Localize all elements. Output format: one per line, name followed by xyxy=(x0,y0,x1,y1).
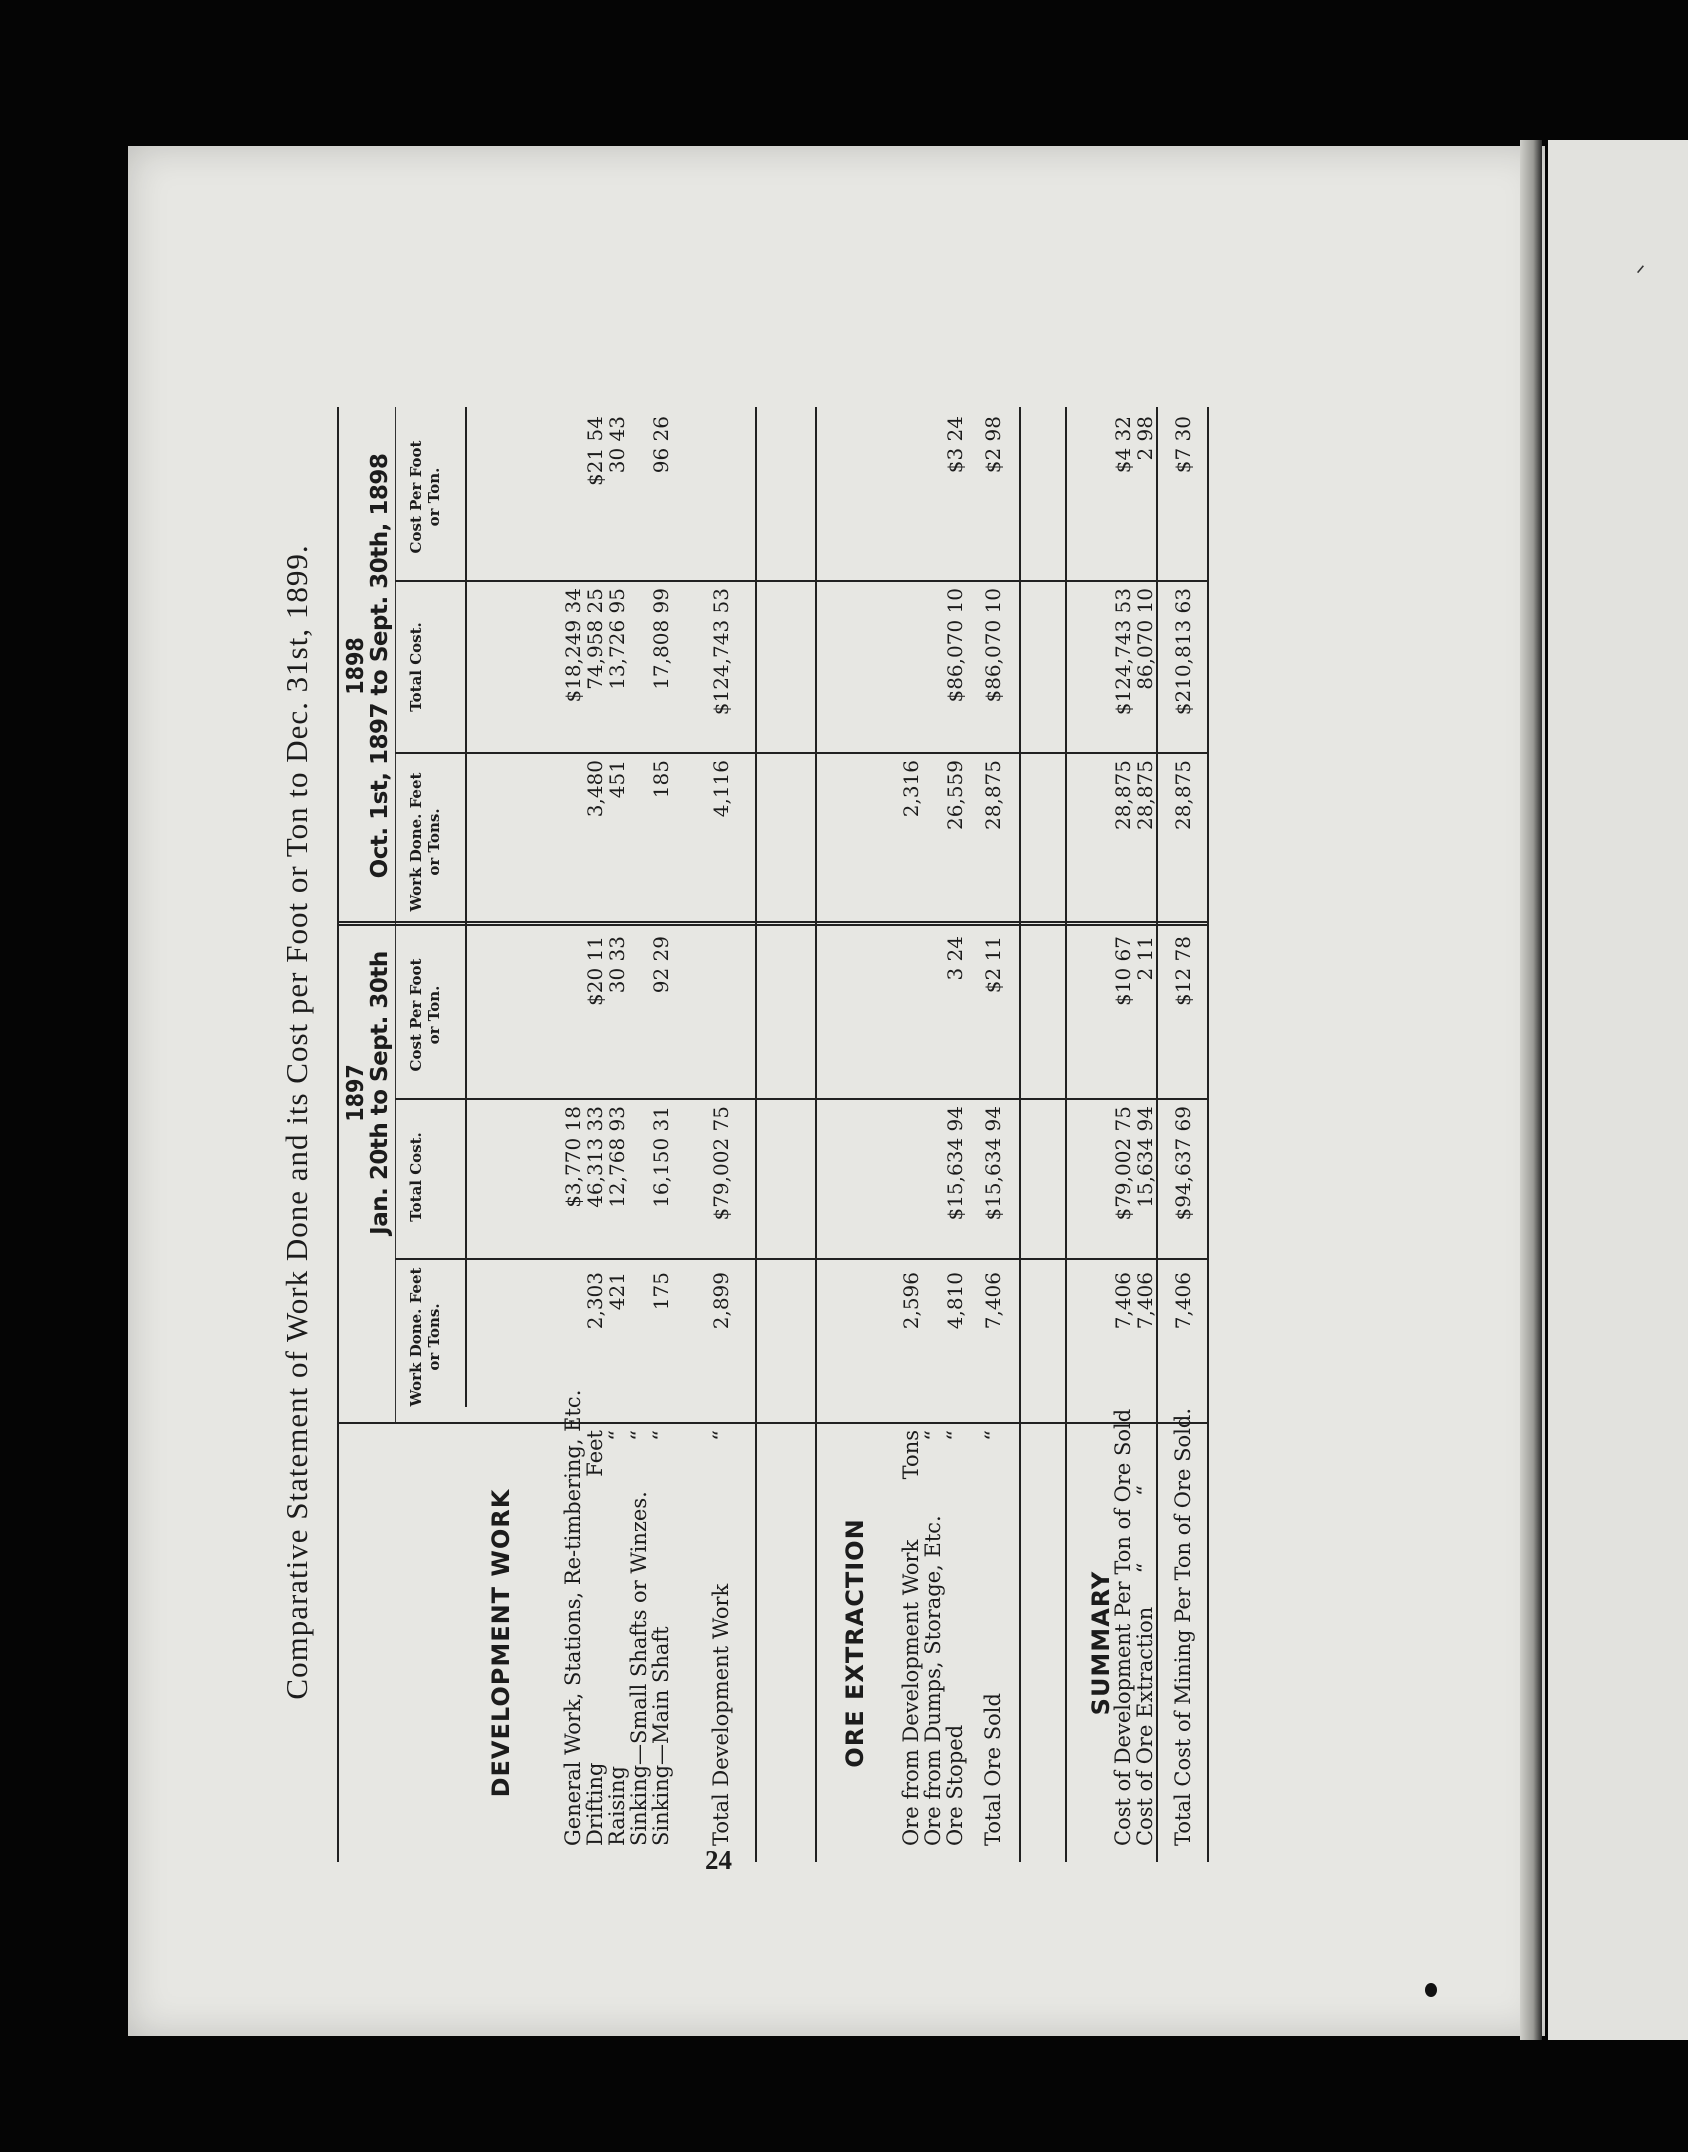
row-label: Raising xyxy=(605,1766,629,1846)
cell-p98: $2 98 xyxy=(981,416,1005,474)
cell-p97: 3 24 xyxy=(943,936,967,981)
cell-p97: 92 29 xyxy=(649,936,673,994)
cell-p97: $12 78 xyxy=(1171,936,1195,1006)
table-bottom-rule xyxy=(1207,407,1209,1862)
facing-page-mark: ᐟ xyxy=(1636,262,1646,287)
row-unit: “ xyxy=(605,1430,629,1441)
cell-w98: 185 xyxy=(649,760,673,799)
col-head-cost-1898: Total Cost. xyxy=(407,622,425,712)
cell-p98: 96 26 xyxy=(649,416,673,474)
cell-p98: $7 30 xyxy=(1171,416,1195,474)
row-unit: “ xyxy=(709,1430,733,1441)
cell-w97: 2,899 xyxy=(709,1272,733,1330)
page-title xyxy=(279,382,315,1862)
period-1898: Oct. 1st, 1897 to Sept. 30th, 1898 xyxy=(367,453,393,879)
cell-c97: $79,002 75 xyxy=(1111,1106,1135,1221)
year-1897: 1897 xyxy=(343,1064,369,1122)
cell-p98: $3 24 xyxy=(943,416,967,474)
cell-c97: 46,313 33 xyxy=(583,1106,607,1208)
dev-total-rule xyxy=(755,407,757,1862)
cell-p98: 30 43 xyxy=(605,416,629,474)
row-label: Cost of Ore Extraction “ “ xyxy=(1133,1485,1157,1846)
cell-p97: $2 11 xyxy=(981,936,1005,994)
row-label: Total Ore Sold xyxy=(981,1693,1005,1846)
cell-p97: 2 11 xyxy=(1133,936,1157,981)
row-label: General Work, Stations, Re-timbering, Etc. xyxy=(561,1389,585,1846)
cell-c97: $15,634 94 xyxy=(981,1106,1005,1221)
cell-c98: $124,743 53 xyxy=(709,588,733,716)
row-label: Cost of Development Per Ton of Ore Sold xyxy=(1111,1408,1135,1846)
cell-w97: 2,303 xyxy=(583,1272,607,1330)
col-head-work-1897: Work Done. Feet or Tons. xyxy=(407,1267,443,1407)
col-head-per-1897: Cost Per Foot or Ton. xyxy=(407,958,443,1072)
cell-w97: 4,810 xyxy=(943,1272,967,1330)
cell-w97: 7,406 xyxy=(1133,1272,1157,1330)
cell-c97: $94,637 69 xyxy=(1171,1106,1195,1221)
cell-c98: 86,070 10 xyxy=(1133,588,1157,690)
header-bottom-rule xyxy=(465,407,467,1407)
cell-p98: $21 54 xyxy=(583,416,607,486)
cell-w97: 175 xyxy=(649,1272,673,1311)
cell-c98: $18,249 34 xyxy=(561,588,585,703)
row-label: Total Cost of Mining Per Ton of Ore Sold. xyxy=(1171,1407,1195,1846)
cell-c97: 12,768 93 xyxy=(605,1106,629,1208)
page-title-text: Comparative Statement of Work Done and its Cost per Foot or Ton to Dec. 31st, 1899. xyxy=(279,544,314,1700)
cell-c98: $86,070 10 xyxy=(981,588,1005,703)
row-unit: Tons xyxy=(899,1430,923,1480)
cell-w98: 28,875 xyxy=(1171,760,1195,830)
row-unit: “ xyxy=(921,1430,945,1441)
cell-c98: $124,743 53 xyxy=(1111,588,1135,716)
ore-total-rule xyxy=(1019,407,1021,1862)
cell-w97: 421 xyxy=(605,1272,629,1311)
section-summary: SUMMARY xyxy=(1087,1570,1115,1716)
col-rule-1 xyxy=(395,1258,1207,1260)
cell-c98: $210,813 63 xyxy=(1171,588,1195,716)
row-unit: Feet xyxy=(583,1430,607,1477)
cell-w98: 26,559 xyxy=(943,760,967,830)
col-rule-4 xyxy=(395,580,1207,582)
facing-page-edge xyxy=(1548,140,1688,2040)
cell-w98: 4,116 xyxy=(709,760,733,818)
row-label: Ore from Development Work xyxy=(899,1539,923,1846)
cell-w98: 2,316 xyxy=(899,760,923,818)
cell-p97: 30 33 xyxy=(605,936,629,994)
col-rule-3 xyxy=(395,752,1207,754)
cell-c98: 13,726 95 xyxy=(605,588,629,690)
col-head-cost-1897: Total Cost. xyxy=(407,1132,425,1222)
cell-w97: 7,406 xyxy=(1111,1272,1135,1330)
page-number: 24 xyxy=(705,1845,732,1875)
label-column-rule xyxy=(337,1422,1207,1424)
row-label: Total Development Work xyxy=(709,1583,733,1846)
cell-w98: 28,875 xyxy=(1133,760,1157,830)
cell-c97: $15,634 94 xyxy=(943,1106,967,1221)
cell-c98: 17,808 99 xyxy=(649,588,673,690)
row-label: Sinking—Small Shafts or Winzes. xyxy=(627,1491,651,1846)
cell-w98: 451 xyxy=(605,760,629,799)
cell-w97: 7,406 xyxy=(981,1272,1005,1330)
cell-p97: $10 67 xyxy=(1111,936,1135,1006)
row-unit: “ xyxy=(981,1430,1005,1441)
row-label: Ore Stoped xyxy=(943,1724,967,1846)
rotated-table-sheet xyxy=(275,382,1275,1875)
cell-c97: $3,770 18 xyxy=(561,1106,585,1208)
dev-group-end-rule xyxy=(815,407,817,1862)
row-unit: “ xyxy=(943,1430,967,1441)
cell-w97: 2,596 xyxy=(899,1272,923,1330)
cell-w98: 28,875 xyxy=(981,760,1005,830)
cell-w97: 7,406 xyxy=(1171,1272,1195,1330)
row-label: Ore from Dumps, Storage, Etc. xyxy=(921,1515,945,1846)
cell-c98: 74,958 25 xyxy=(583,588,607,690)
book-spine xyxy=(1520,140,1542,2040)
row-unit: “ xyxy=(627,1430,651,1441)
ink-blot xyxy=(1425,1983,1437,1997)
period-divider-rule xyxy=(337,921,1207,926)
row-label: Drifting xyxy=(583,1762,607,1846)
cell-w98: 3,480 xyxy=(583,760,607,818)
col-head-work-1898: Work Done. Feet or Tons. xyxy=(407,772,443,912)
col-head-per-1898: Cost Per Foot or Ton. xyxy=(407,440,443,554)
cell-w98: 28,875 xyxy=(1111,760,1135,830)
cell-p98: $4 32 xyxy=(1111,416,1135,474)
year-1898: 1898 xyxy=(343,637,369,695)
period-1897: Jan. 20th to Sept. 30th xyxy=(367,951,393,1235)
cell-p98: 2 98 xyxy=(1133,416,1157,461)
cell-c97: 15,634 94 xyxy=(1133,1106,1157,1208)
cell-c97: 16,150 31 xyxy=(649,1106,673,1208)
col-rule-2 xyxy=(395,1098,1207,1100)
row-label: Sinking—Main Shaft xyxy=(649,1626,673,1846)
section-ore-extraction: ORE EXTRACTION xyxy=(841,1518,869,1768)
row-unit: “ xyxy=(649,1430,673,1441)
table-top-rule xyxy=(337,407,339,1862)
ore-group-end-rule xyxy=(1065,407,1067,1862)
cell-c98: $86,070 10 xyxy=(943,588,967,703)
cell-c97: $79,002 75 xyxy=(709,1106,733,1221)
cell-p97: $20 11 xyxy=(583,936,607,1006)
header-rule xyxy=(395,407,396,1424)
section-development: DEVELOPMENT WORK xyxy=(487,1488,515,1798)
